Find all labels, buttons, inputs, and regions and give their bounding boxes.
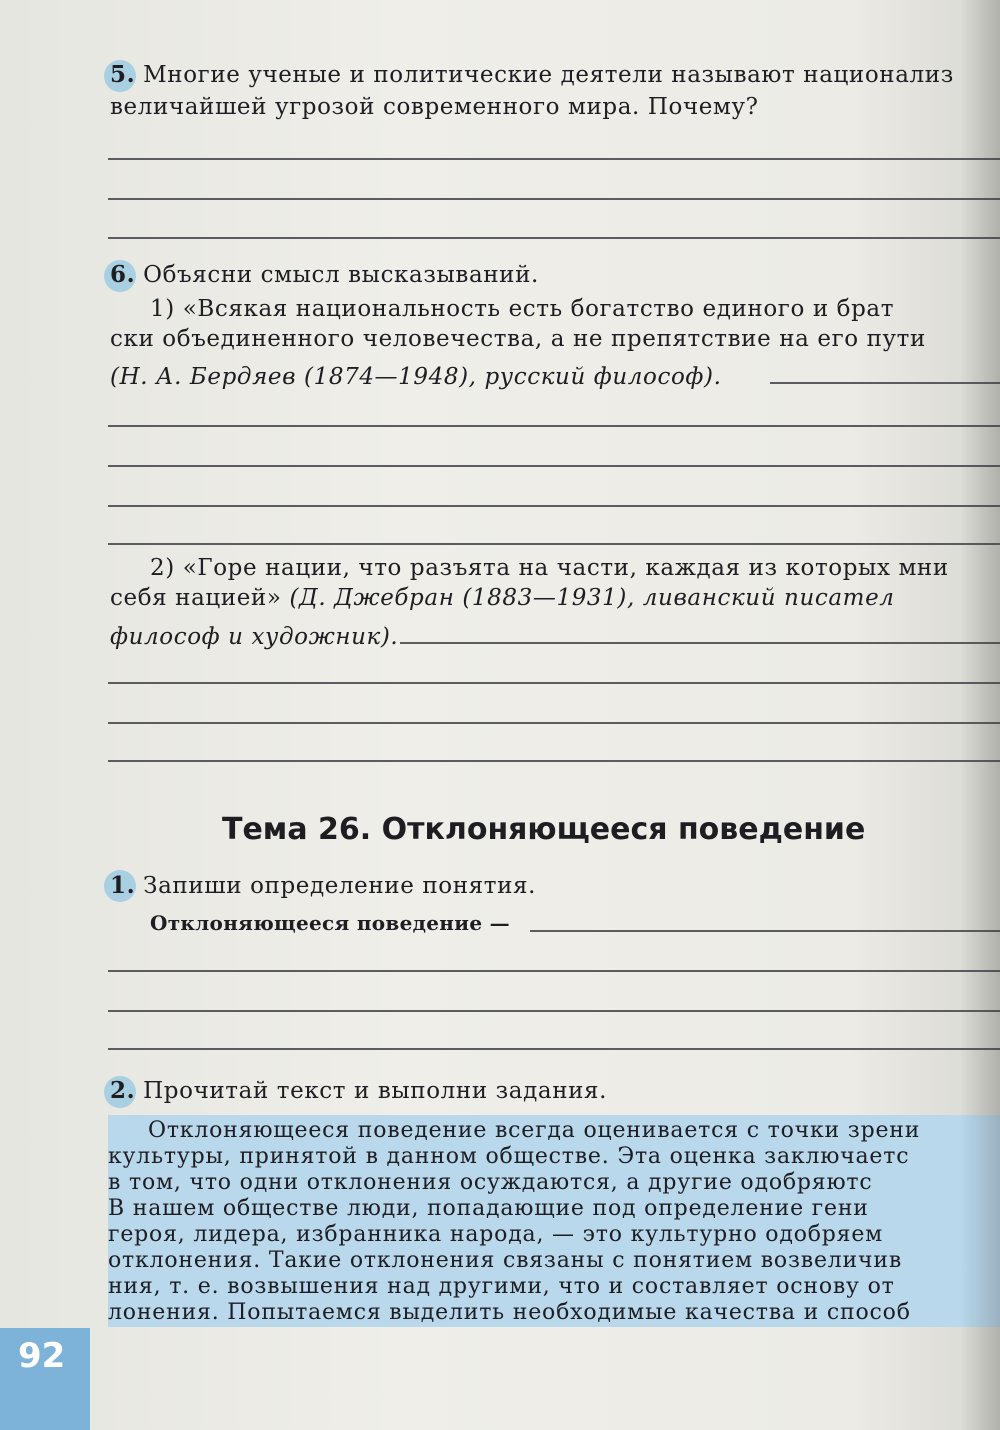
reading-text-line: в том, что одни отклонения осуждаются, а другие одобряютс [108,1170,873,1195]
quote-1-author: (Н. А. Бердяев (1874—1948), русский философ). [110,364,722,390]
answer-line[interactable] [108,1048,1000,1050]
quote-2-line-2 [110,583,895,613]
question-text: Объясни смысл высказываний. [143,262,539,288]
reading-text-line: ния, т. е. возвышения над другими, что и составляет основу от [108,1274,895,1299]
question-number: 6. [110,261,136,288]
question-5-line-1 [110,60,954,90]
task-1-title [110,871,536,901]
term-label: Отклоняющееся поведение — [150,911,510,935]
answer-line[interactable] [108,543,1000,545]
reading-text-line: культуры, принятой в данном обществе. Эта оценка заключаетс [108,1144,910,1169]
task-2-title [110,1076,607,1106]
question-number: 2. [110,1077,136,1104]
question-6-title [110,260,539,290]
quote-1-line-1: 1) «Всякая национальность есть богатство единого и брат [150,296,895,322]
page-edge-shadow [960,0,1000,1430]
question-text: Запиши определение понятия. [143,873,537,899]
reading-text-line: героя, лидера, избранника народа, — это культурно одобряем [108,1222,884,1247]
answer-line[interactable] [108,237,1000,239]
quote-2-line-3: философ и художник). [110,624,399,650]
answer-line[interactable] [108,198,1000,200]
quote-1-line-2: ски объединенного человечества, а не препятствие на его пути [110,326,926,352]
question-5-line-2: величайшей угрозой современного мира. Почему? [110,94,759,120]
answer-line[interactable] [108,722,1000,724]
reading-text-line: Отклоняющееся поведение всегда оценивается с точки зрени [148,1118,921,1143]
quote-author: (Д. Джебран (1883—1931), ливанский писател [289,585,895,611]
reading-text-line: отклонения. Такие отклонения связаны с понятием возвеличив [108,1248,903,1273]
answer-line[interactable] [530,930,1000,932]
quote-2-line-1: 2) «Горе нации, что разъята на части, каждая из которых мни [150,555,949,581]
quote-text: себя нацией» [110,585,282,611]
answer-line[interactable] [108,760,1000,762]
question-text: Многие ученые и политические деятели называют национализ [143,62,954,88]
answer-line[interactable] [108,682,1000,684]
question-text: Прочитай текст и выполни задания. [143,1078,608,1104]
answer-line[interactable] [108,425,1000,427]
question-number: 1. [110,872,136,899]
reading-text-line: лонения. Попытаемся выделить необходимые качества и способ [108,1300,911,1325]
answer-line[interactable] [108,1010,1000,1012]
page-number: 92 [18,1336,66,1376]
answer-line[interactable] [108,465,1000,467]
answer-line[interactable] [400,642,1000,644]
answer-line[interactable] [108,505,1000,507]
reading-text-line: В нашем обществе люди, попадающие под определение гени [108,1196,869,1221]
topic-heading: Тема 26. Отклоняющееся поведение [222,812,866,847]
question-number: 5. [110,61,136,88]
answer-line[interactable] [108,970,1000,972]
answer-line[interactable] [108,158,1000,160]
page-number-tab [0,1328,90,1430]
